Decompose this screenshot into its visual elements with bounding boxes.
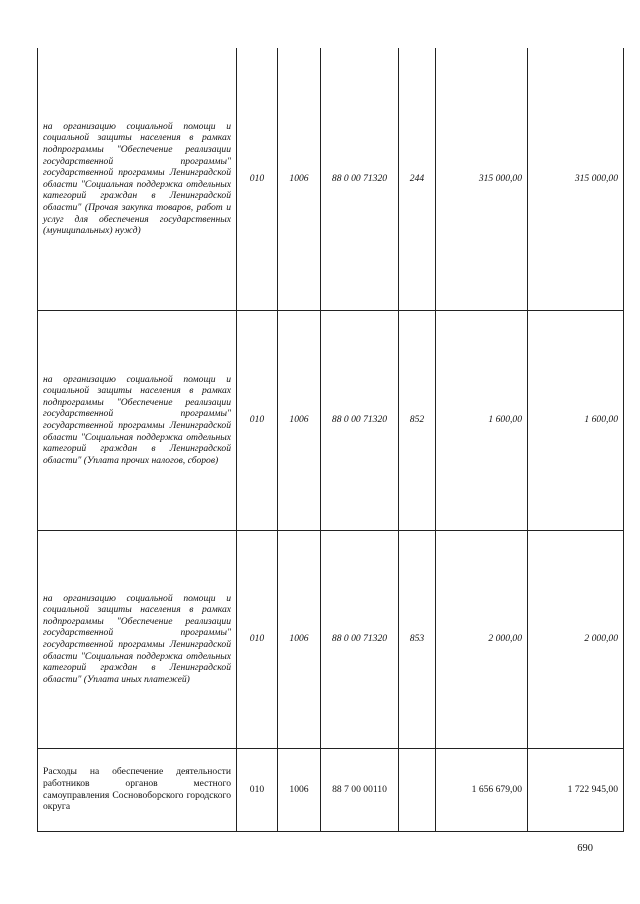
section-code-cell: 1006 bbox=[278, 530, 321, 748]
expense-type-cell: 853 bbox=[399, 530, 436, 748]
row-description: Расходы на обеспечение деятельности работников органов местного самоуправления Сосновоборского городского округа bbox=[38, 748, 237, 831]
amount-year2-cell: 315 000,00 bbox=[528, 48, 624, 310]
amount-year2-cell: 1 600,00 bbox=[528, 310, 624, 530]
expense-type-cell: 852 bbox=[399, 310, 436, 530]
section-code-cell: 1006 bbox=[278, 310, 321, 530]
ministry-code-cell: 010 bbox=[237, 748, 278, 831]
table-row bbox=[38, 530, 624, 748]
table-row bbox=[38, 310, 624, 530]
amount-year2-cell: 1 722 945,00 bbox=[528, 748, 624, 831]
target-article-cell: 88 7 00 00110 bbox=[321, 748, 399, 831]
expense-type-cell: 244 bbox=[399, 48, 436, 310]
amount-year1-cell: 315 000,00 bbox=[436, 48, 528, 310]
amount-year2-cell: 2 000,00 bbox=[528, 530, 624, 748]
budget-table bbox=[37, 48, 624, 832]
expense-type-cell bbox=[399, 748, 436, 831]
row-description: на организацию социальной помощи и социальной защиты населения в рамках подпрограммы "Обеспечение реализации государственной программы" государственной программы Ленинградской области "Социальная поддержка отдельных категорий граждан в Ленинградской области" (Уплата прочих налогов, сборов) bbox=[38, 310, 237, 530]
ministry-code-cell: 010 bbox=[237, 48, 278, 310]
target-article-cell: 88 0 00 71320 bbox=[321, 310, 399, 530]
amount-year1-cell: 2 000,00 bbox=[436, 530, 528, 748]
row-description: на организацию социальной помощи и социальной защиты населения в рамках подпрограммы "Обеспечение реализации государственной программы" государственной программы Ленинградской области "Социальная поддержка отдельных категорий граждан в Ленинградской области" (Уплата иных платежей) bbox=[38, 530, 237, 748]
page-number: 690 bbox=[577, 843, 593, 854]
amount-year1-cell: 1 656 679,00 bbox=[436, 748, 528, 831]
section-code-cell: 1006 bbox=[278, 748, 321, 831]
section-code-cell: 1006 bbox=[278, 48, 321, 310]
ministry-code-cell: 010 bbox=[237, 530, 278, 748]
target-article-cell: 88 0 00 71320 bbox=[321, 530, 399, 748]
ministry-code-cell: 010 bbox=[237, 310, 278, 530]
table-row bbox=[38, 48, 624, 310]
amount-year1-cell: 1 600,00 bbox=[436, 310, 528, 530]
row-description: на организацию социальной помощи и социальной защиты населения в рамках подпрограммы "Обеспечение реализации государственной программы" государственной программы Ленинградской области "Социальная поддержка отдельных категорий граждан в Ленинградской области" (Прочая закупка товаров, работ и услуг для обеспечения государственных (муниципальных) нужд) bbox=[38, 48, 237, 310]
target-article-cell: 88 0 00 71320 bbox=[321, 48, 399, 310]
table-row bbox=[38, 748, 624, 831]
